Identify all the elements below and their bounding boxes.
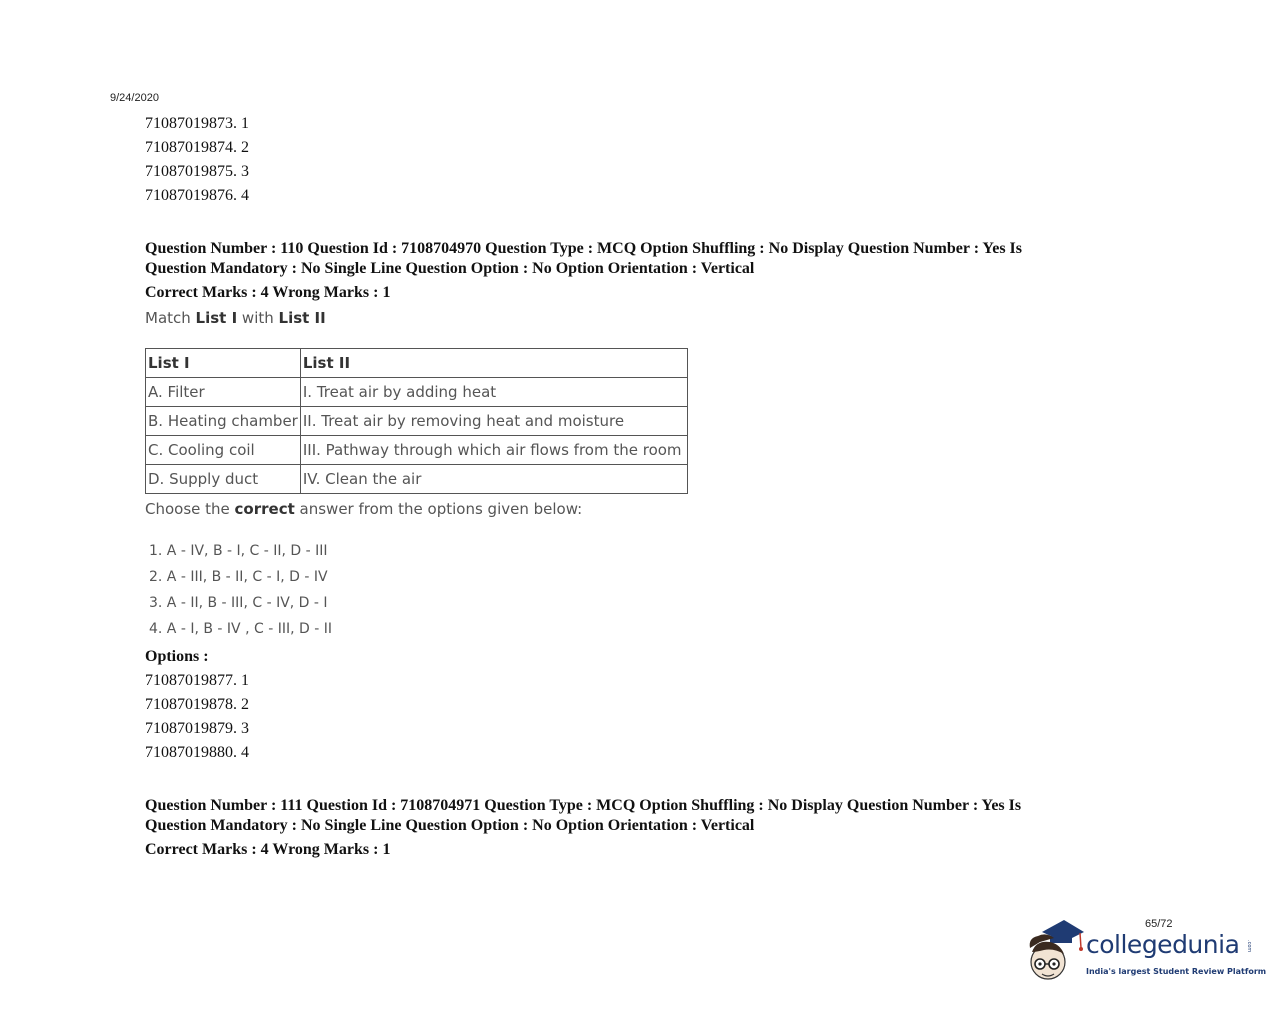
question-110-meta-line1: Question Number : 110 Question Id : 7108704970 Question Type : MCQ Option Shuffling : No Display Question Number : Yes Is <box>145 240 1022 257</box>
choice-2: 2. A - III, B - II, C - I, D - IV <box>149 569 328 585</box>
logo-suffix: .com <box>1246 940 1252 953</box>
table-row <box>146 407 688 436</box>
option-2: 71087019878. 2 <box>145 696 249 713</box>
table-row <box>146 465 688 494</box>
mascot-icon <box>1024 918 1084 988</box>
choice-1: 1. A - IV, B - I, C - II, D - III <box>149 543 328 559</box>
question-111-meta-line2: Question Mandatory : No Single Line Question Option : No Option Orientation : Vertical <box>145 817 755 834</box>
question-111-marks: Correct Marks : 4 Wrong Marks : 1 <box>145 841 391 858</box>
question-111-meta-line1: Question Number : 111 Question Id : 7108704971 Question Type : MCQ Option Shuffling : No Display Question Number : Yes Is <box>145 797 1022 814</box>
question-110-meta-line2: Question Mandatory : No Single Line Question Option : No Option Orientation : Vertical <box>145 260 755 277</box>
choice-4: 4. A - I, B - IV , C - III, D - II <box>149 621 332 637</box>
option-3: 71087019879. 3 <box>145 720 249 737</box>
table-header-list2: List II <box>300 349 687 378</box>
logo-wordmark: collegedunia <box>1086 930 1240 959</box>
prev-option-4: 71087019876. 4 <box>145 187 249 204</box>
logo-tagline: India's largest Student Review Platform <box>1086 967 1267 976</box>
prev-option-3: 71087019875. 3 <box>145 163 249 180</box>
question-110-prompt: Match List I with List II <box>145 309 326 327</box>
page-number: 65/72 <box>1145 918 1173 930</box>
option-4: 71087019880. 4 <box>145 744 249 761</box>
options-label: Options : <box>145 648 209 665</box>
table-cell: III. Pathway through which air flows from the room <box>300 436 687 465</box>
print-date: 9/24/2020 <box>110 92 159 104</box>
question-110-marks: Correct Marks : 4 Wrong Marks : 1 <box>145 284 391 301</box>
table-header-list1: List I <box>146 349 301 378</box>
table-cell: D. Supply duct <box>146 465 301 494</box>
table-cell: A. Filter <box>146 378 301 407</box>
prev-option-1: 71087019873. 1 <box>145 115 249 132</box>
table-cell: II. Treat air by removing heat and moisture <box>300 407 687 436</box>
prev-option-2: 71087019874. 2 <box>145 139 249 156</box>
option-1: 71087019877. 1 <box>145 672 249 689</box>
table-row <box>146 378 688 407</box>
table-cell: I. Treat air by adding heat <box>300 378 687 407</box>
table-row <box>146 436 688 465</box>
table-cell: IV. Clean the air <box>300 465 687 494</box>
table-cell: C. Cooling coil <box>146 436 301 465</box>
collegedunia-logo <box>1024 918 1267 988</box>
table-header-row <box>146 349 688 378</box>
table-cell: B. Heating chamber <box>146 407 301 436</box>
match-table <box>145 348 688 494</box>
choose-instruction: Choose the correct answer from the options given below: <box>145 500 583 518</box>
choice-3: 3. A - II, B - III, C - IV, D - I <box>149 595 328 611</box>
